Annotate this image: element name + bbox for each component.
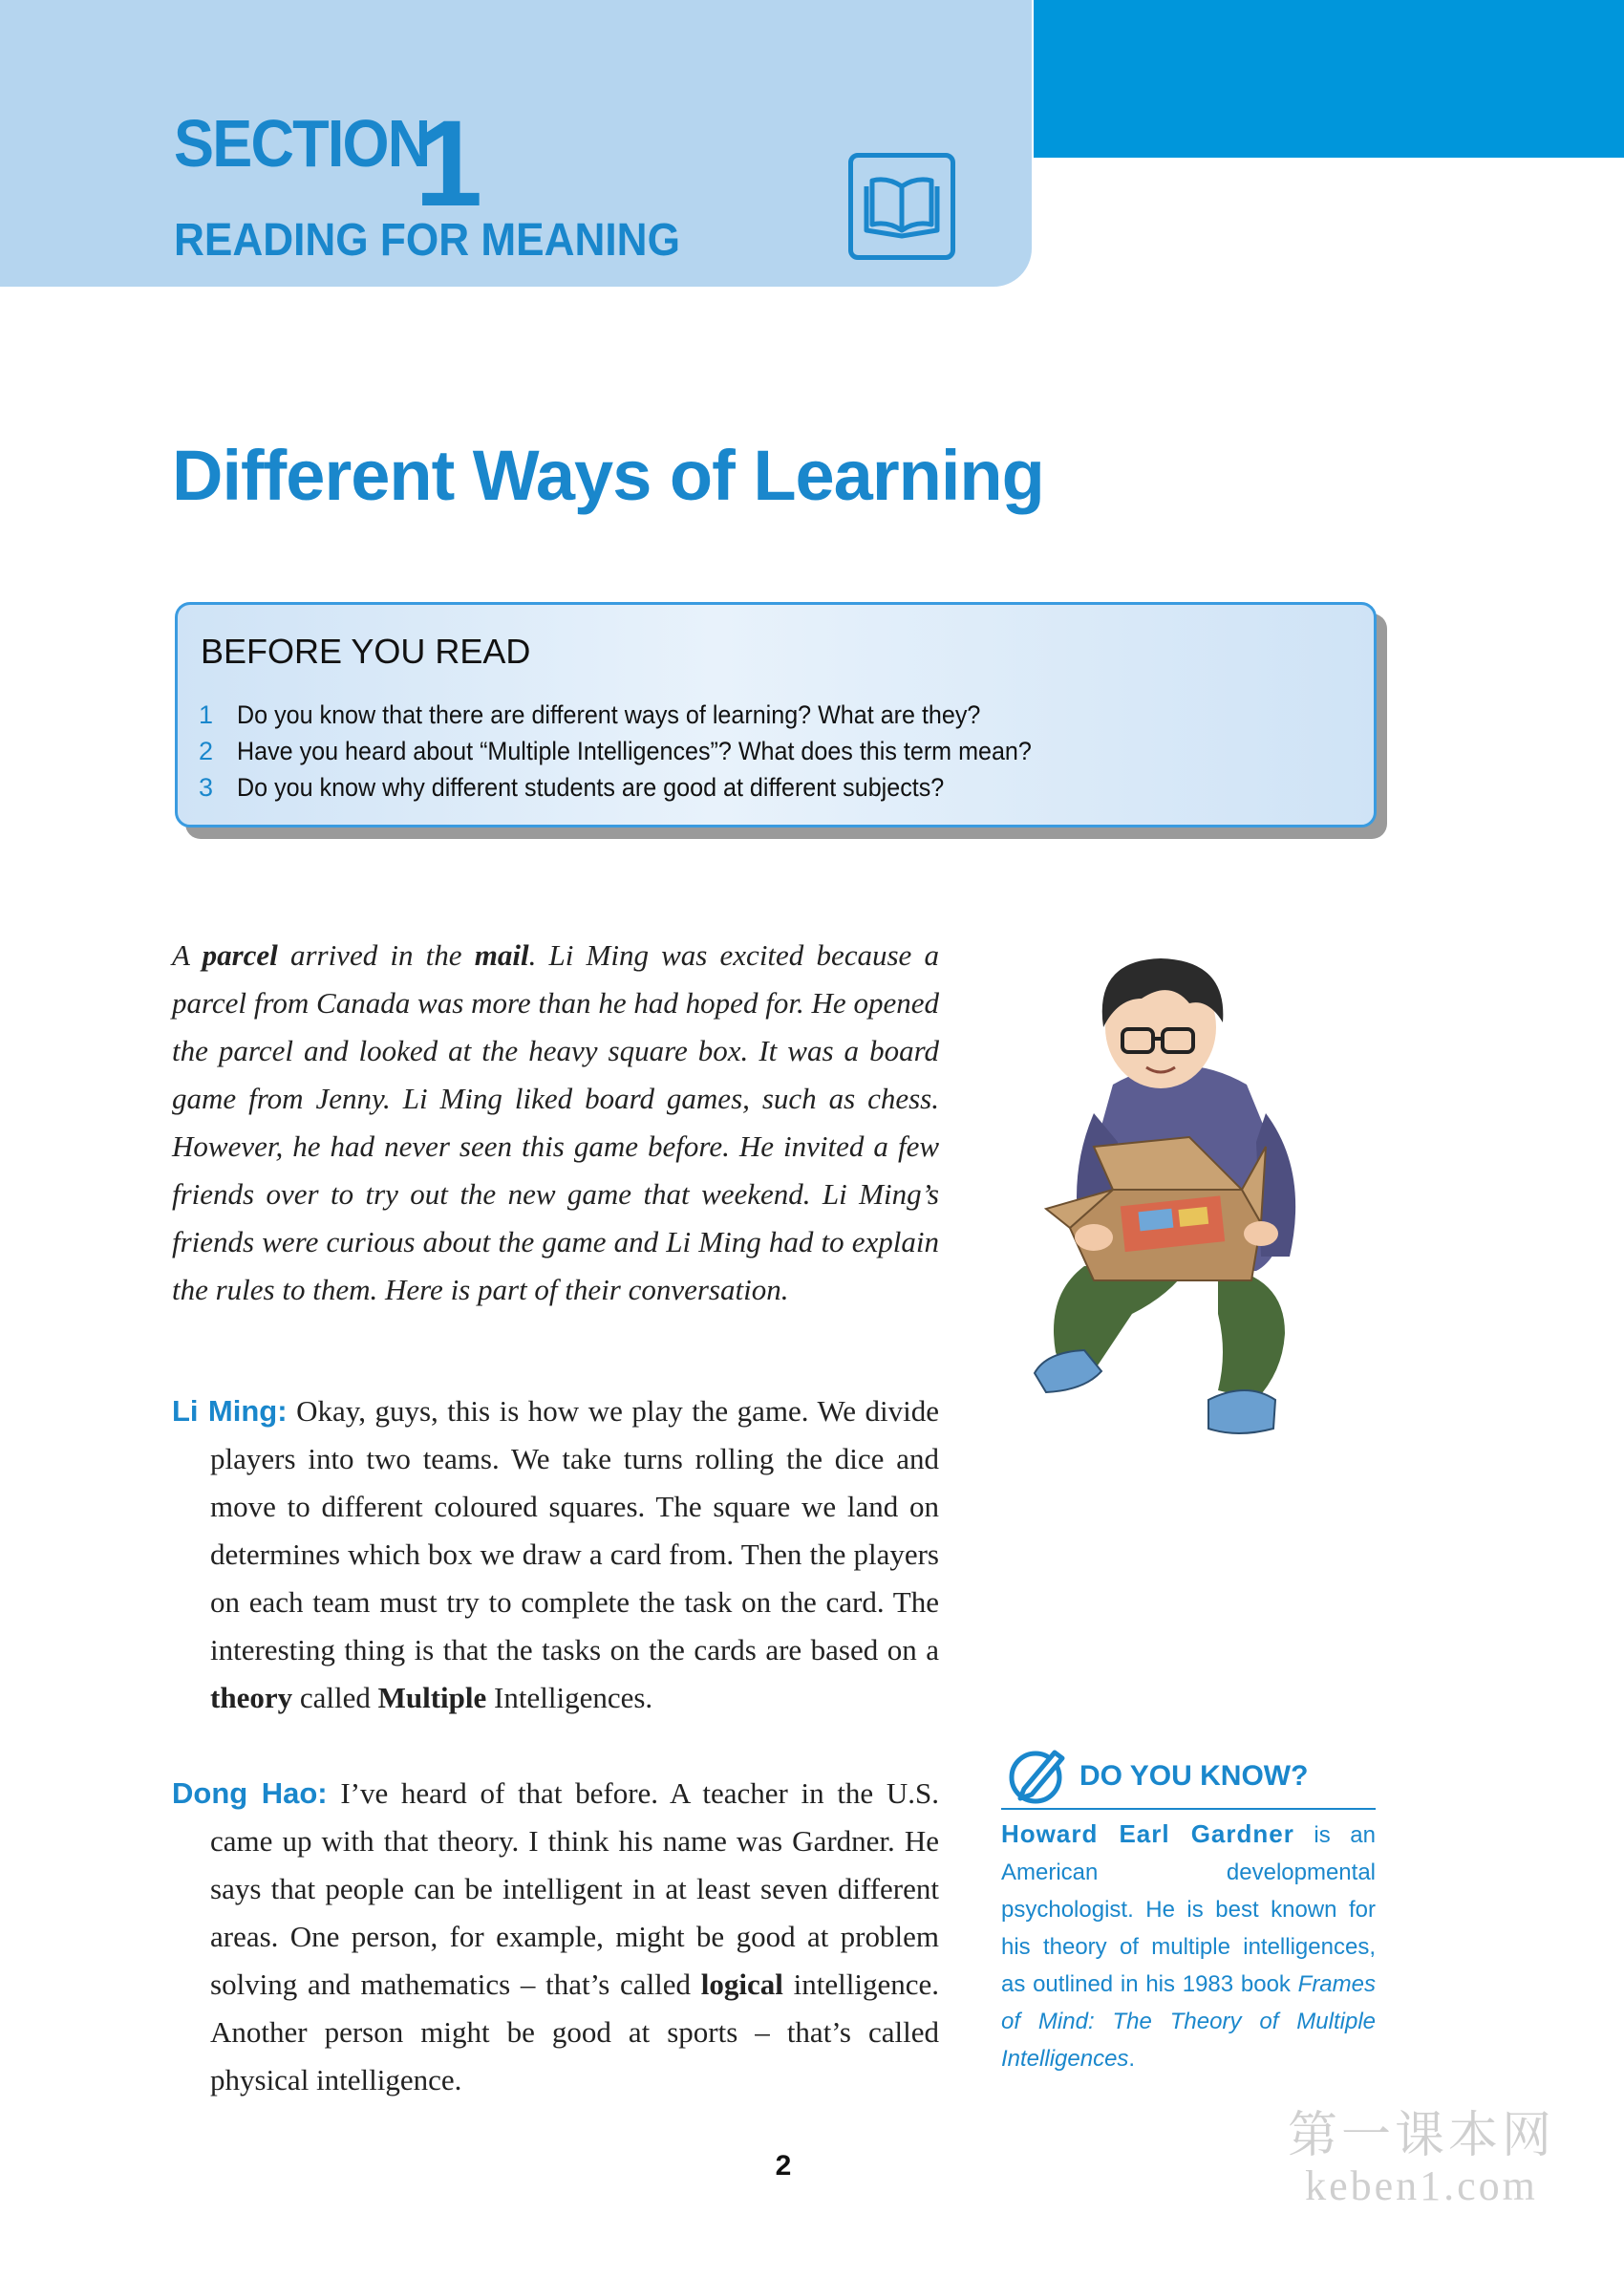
header-accent-bar bbox=[1034, 0, 1624, 158]
list-item bbox=[199, 733, 1091, 769]
dialogue-text: I’ve heard of that before. A teacher in the U.S. came up with that theory. I think his name was Gardner. He says that people can be intelligent in at least seven different areas. One person, for example, might be good at problem solving and mathematics – that’s called bbox=[210, 1776, 939, 2001]
boy-with-parcel-illustration bbox=[1027, 951, 1342, 1467]
book-title: Frames of Mind: The Theory of Multiple Intelligences bbox=[1001, 1971, 1376, 2072]
watermark-line1: 第一课本网 bbox=[1287, 2109, 1555, 2163]
section-number: 1 bbox=[415, 96, 483, 232]
section-subtitle: READING FOR MEANING bbox=[174, 215, 680, 266]
did-you-know-header bbox=[1001, 1739, 1376, 1810]
story-text: arrived in the bbox=[277, 938, 475, 972]
did-you-know-text bbox=[1001, 1816, 1376, 2077]
dialogue-text: Okay, guys, this is how we play the game. We divide players into two teams. We take turns rolling the dice and move to different coloured squares. The square we land on determines which box we draw a card from. Then the players on each team must try to complete the task on the card. The interesting thing is that the tasks on the cards are based on a bbox=[210, 1394, 939, 1666]
story-intro bbox=[172, 932, 939, 1314]
vocab-word: Multiple bbox=[377, 1681, 487, 1714]
before-you-read-questions bbox=[199, 697, 1091, 806]
section-word: SECTION bbox=[174, 106, 430, 181]
speaker-name: Dong Hao: bbox=[172, 1776, 328, 1810]
vocab-word: theory bbox=[210, 1681, 293, 1714]
question-number: 2 bbox=[199, 737, 214, 765]
question-text: Have you heard about “Multiple Intelligences”? What does this term mean? bbox=[237, 737, 1032, 765]
page-number: 2 bbox=[775, 2150, 792, 2182]
story-text: A bbox=[172, 938, 203, 972]
dialogue-text: Intelligences. bbox=[486, 1681, 653, 1714]
question-number: 3 bbox=[199, 773, 214, 802]
before-you-read-heading: BEFORE YOU READ bbox=[201, 632, 531, 671]
question-number: 1 bbox=[199, 700, 214, 729]
story-text: . Li Ming was excited because a parcel from Canada was more than he had hoped for. He opened the parcel and looked at the heavy square box. It was a board game from Jenny. Li Ming liked board games, such as chess. However, he had never seen this game before. He invited a few friends over to try out the new game that weekend. Li Ming’s friends were curious about the game and Li Ming had to explain the rules to them. Here is part of their conversation. bbox=[172, 938, 939, 1306]
speaker-name: Li Ming: bbox=[172, 1394, 288, 1428]
vocab-word: mail bbox=[474, 938, 529, 972]
dialogue-li-ming bbox=[172, 1387, 939, 1722]
dialogue-text: called bbox=[292, 1681, 378, 1714]
question-text: Do you know why different students are good at different subjects? bbox=[237, 773, 945, 802]
watermark-line2: keben1.com bbox=[1305, 2162, 1538, 2209]
section-label bbox=[174, 96, 483, 232]
vocab-word: parcel bbox=[202, 938, 278, 972]
page-title: Different Ways of Learning bbox=[172, 436, 1044, 515]
question-text: Do you know that there are different ways of learning? What are they? bbox=[237, 700, 981, 729]
did-you-know-heading: DO YOU KNOW? bbox=[1079, 1760, 1309, 1792]
dialogue-text: intelligence. Another person might be good at sports – that’s called physical intelligence. bbox=[210, 1967, 939, 2096]
pen-circle-icon bbox=[1003, 1743, 1070, 1811]
watermark bbox=[1278, 2109, 1565, 2209]
fact-text: . bbox=[1128, 2046, 1136, 2072]
person-name: Howard Earl Gardner bbox=[1001, 1819, 1294, 1848]
list-item bbox=[199, 769, 1091, 806]
vocab-word: logical bbox=[700, 1967, 783, 2001]
fact-text: is an American developmental psychologist. He is best known for his theory of multiple intelligences, as outlined in his 1983 book bbox=[1001, 1822, 1376, 1997]
dialogue-dong-hao bbox=[172, 1770, 939, 2104]
before-you-read-box bbox=[175, 602, 1377, 828]
open-book-icon bbox=[848, 153, 955, 260]
list-item bbox=[199, 697, 1091, 733]
